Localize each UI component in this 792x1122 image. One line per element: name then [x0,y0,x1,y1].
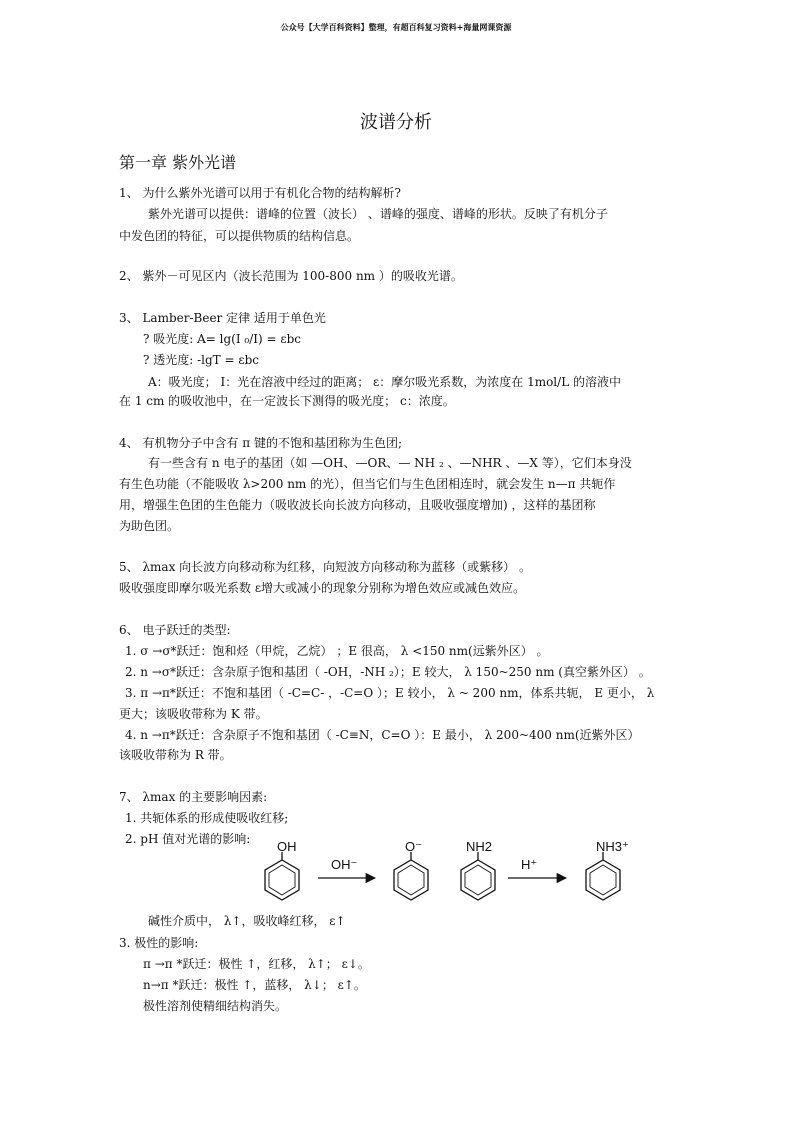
phenoxide-o-label: O⁻ [405,839,422,854]
proton-label: H⁺ [521,857,538,872]
q1-answer-line1: 紫外光谱可以提供：谱峰的位置（波长） 、谱峰的强度、谱峰的形状。反映了有机分子 [148,207,608,221]
q1-answer-line2: 中发色团的特征，可以提供物质的结构信息。 [119,229,360,243]
q3-title: 3、 Lamber-Beer 定律 适用于单色光 [119,311,326,325]
q5-line2: 吸收强度即摩尔吸光系数 ε增大或减小的现象分别称为增色效应或减色效应。 [119,581,526,595]
q1-question: 1、 为什么紫外光谱可以用于有机化合物的结构解析? [119,186,401,200]
q6-item4-line2: 该吸收带称为 R 带。 [119,748,232,762]
chapter-heading: 第一章 紫外光谱 [119,153,237,172]
q6-item3-line1: 3. π →π*跃迁：不饱和基团（ -C=C- ，-C=O ）；E 较小， λ ~ 200 nm，体系共轭， E 更小， λ [125,686,655,700]
q6-item3-line2: 更大；该吸收带称为 K 带。 [119,707,268,721]
phenol-ring [265,852,299,900]
q4-question: 4、 有机物分子中含有 π 键的不饱和基团称为生色团; [119,436,403,450]
q7-alkaline-note: 碱性介质中， λ↑，吸收峰红移， ε↑ [148,914,346,928]
q7-factor1: 1. 共轭体系的形成使吸收红移; [125,811,289,825]
aniline-ring [461,852,495,900]
q4-line4: 为助色团。 [119,519,180,533]
page-header: 公众号【大学百科资料】整理，有超百科复习资料+海量网课资源 [280,22,512,32]
phenol-oh-label: OH [277,839,297,854]
q6-item4-line1: 4. n →π*跃迁：含杂原子不饱和基团（ -C≡N，C=O ）：E 最小， λ 200~400 nm(近紫外区） [125,728,640,742]
q4-line3: 用，增强生色团的生色能力（吸收波长向长波方向移动，且吸收强度增加) ，这样的基团称 [119,498,596,512]
q7-polarity-note: 极性溶剂使精细结构消失。 [143,999,288,1013]
q4-line1: 有一些含有 n 电子的基团（如 —OH、—OR、— NH ₂ 、—NHR 、—X 等），它们本身没 [148,456,632,470]
q6-title: 6、 电子跃迁的类型: [119,623,231,637]
ph-reaction-scheme [0,835,792,915]
q3-transmittance: ? 透光度: -lgT = εbc [143,353,259,367]
q3-definition-line2: 在 1 cm 的吸收池中，在一定波长下测得的吸光度； c：浓度。 [119,394,455,408]
anilinium-ring [586,852,620,900]
q6-item1: 1. σ →σ*跃迁：饱和烃（甲烷，乙烷） ；E 很高， λ <150 nm(远紫外区） 。 [125,644,549,658]
q3-absorbance: ? 吸光度: A= lg(I ₀/I) = εbc [143,332,301,346]
q2-text: 2、 紫外－可见区内（波长范围为 100-800 nm ）的吸收光谱。 [119,269,463,283]
aniline-nh2-label: NH2 [466,839,493,854]
q7-factor2: 2. pH 值对光谱的影响: [125,832,251,846]
q5-line1: 5、 λmax 向长波方向移动称为红移，向短波方向移动称为蓝移（或紫移） 。 [119,560,531,574]
q7-factor3: 3. 极性的影响: [119,936,199,950]
phenoxide-ring [394,852,428,900]
q7-title: 7、 λmax 的主要影响因素: [119,790,268,804]
q4-line2: 有生色功能（不能吸收 λ>200 nm 的光），但当它们与生色团相连时，就会发生 n—π 共轭作 [119,477,616,491]
anilinium-nh3-label: NH3⁺ [596,839,629,854]
page-title: 波谱分析 [360,112,432,133]
q7-polarity-pi: π →π *跃迁：极性 ↑，红移， λ↑； ε↓。 [143,957,370,971]
q3-definition-line1: A：吸光度； I：光在溶液中经过的距离； ε：摩尔吸光系数，为浓度在 1mol/L 的溶液中 [148,375,621,389]
q6-item2: 2. n →σ*跃迁：含杂原子饱和基团（ -OH，-NH ₂）；E 较大， λ 150~250 nm (真空紫外区） 。 [125,665,651,679]
hydroxide-label: OH⁻ [331,857,358,872]
q7-polarity-n: n→π *跃迁：极性 ↑，蓝移， λ↓； ε↑。 [143,978,366,992]
